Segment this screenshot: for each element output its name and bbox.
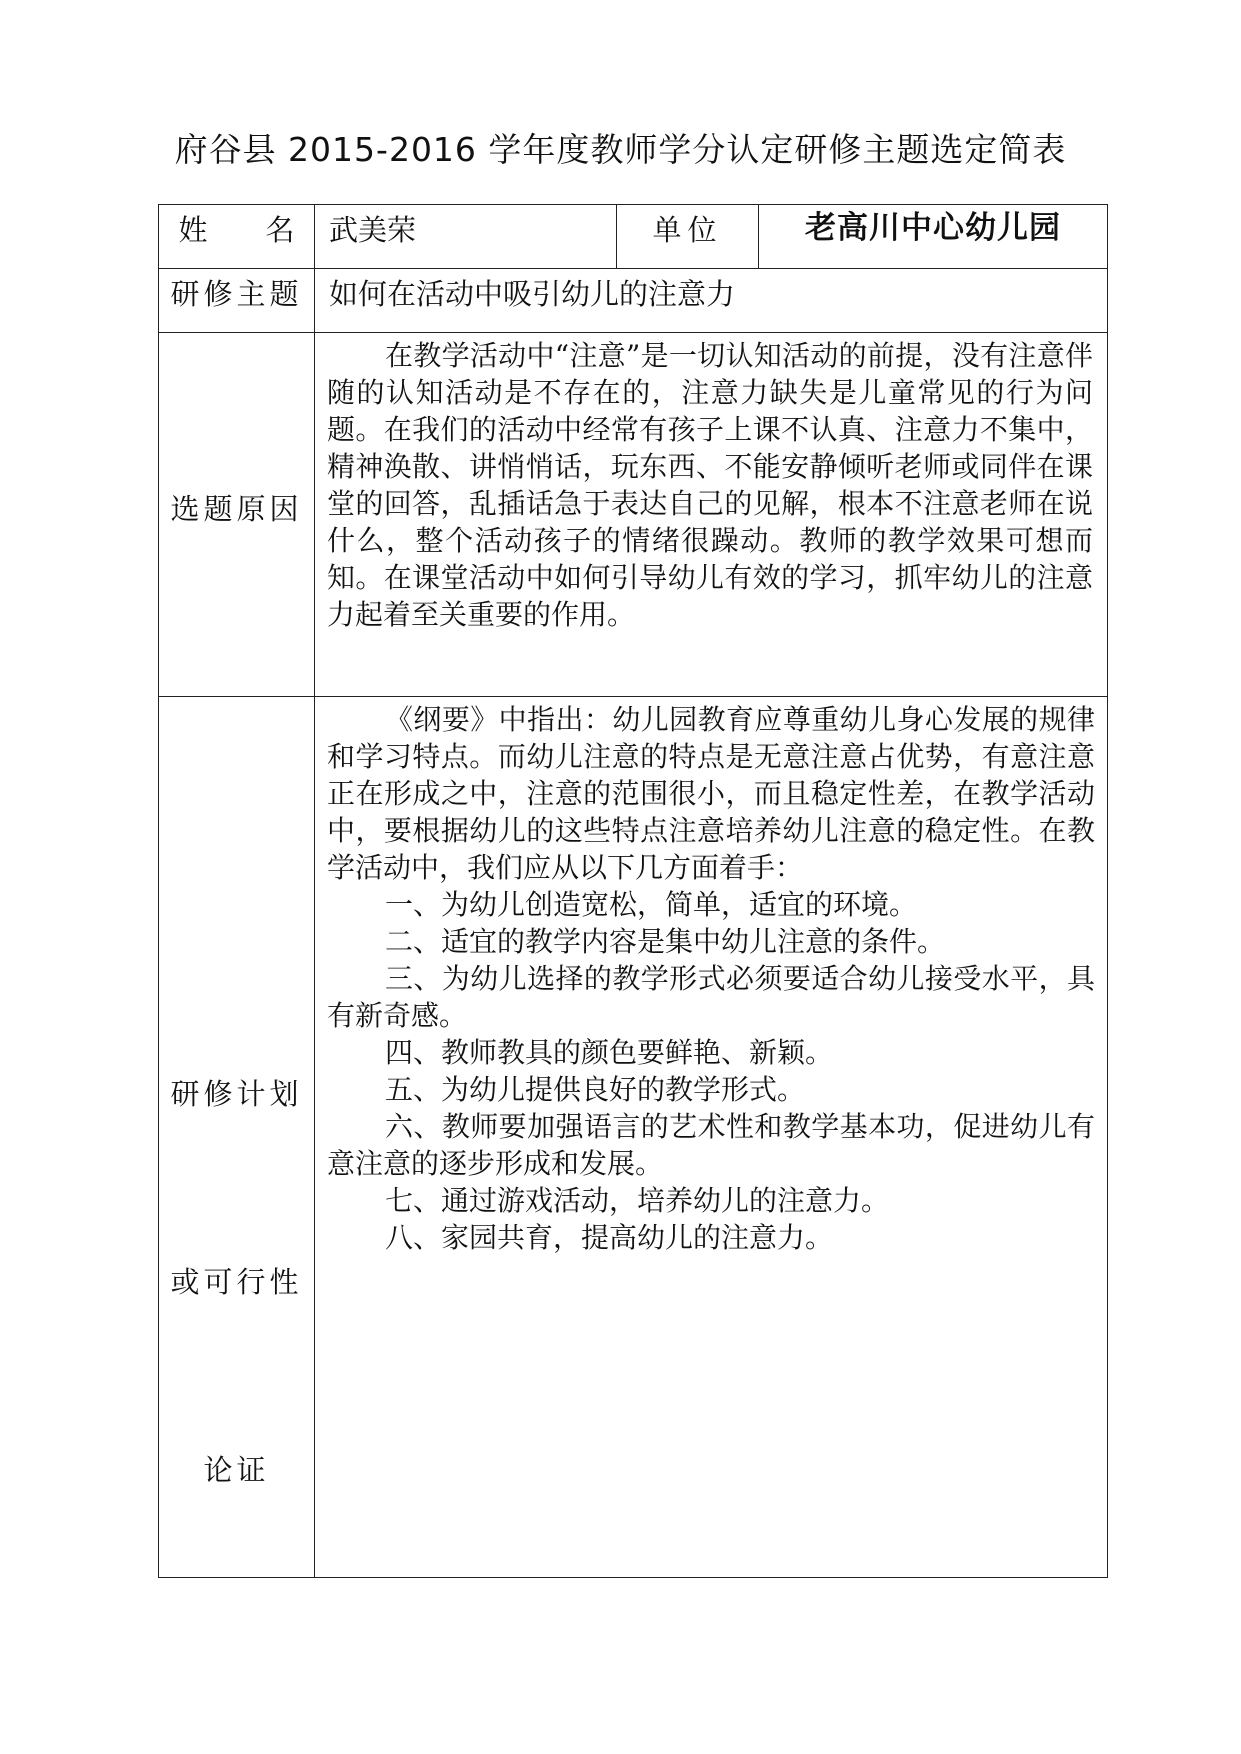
plan-item-2: 二、适宜的教学内容是集中幼儿注意的条件。 — [385, 925, 946, 958]
plan-item-5: 五、为幼儿提供良好的教学形式。 — [385, 1073, 806, 1106]
plan-paragraph-intro: 《纲要》中指出：幼儿园教育应尊重幼儿身心发展的规律和学习特点。而幼儿注意的特点是无意注意占优势，有意注意正在形成之中，注意的范围很小，而且稳定性差，在教学活动中，要根据幼儿的这些特点注意培养幼儿注意的稳定性。在教学活动中，我们应从以下几方面着手： — [327, 703, 1095, 884]
reason-paragraph: 在教学活动中“注意”是一切认知活动的前提，没有注意伴随的认知活动是不存在的，注意力缺失是儿童常见的行为问题。在我们的活动中经常有孩子上课不认真、注意力不集中，精神涣散、讲悄悄话，玩东西、不能安静倾听老师或同伴在课堂的回答，乱插话急于表达自己的见解，根本不注意老师在说什么，整个活动孩子的情绪很躁动。教师的教学效果可想而知。在课堂活动中如何引导幼儿有效的学习，抓牢幼儿的注意力起着至关重要的作用。 — [327, 339, 1093, 631]
plan-item-3: 三、为幼儿选择的教学形式必须要适合幼儿接受水平，具有新奇感。 — [327, 962, 1095, 1032]
topic-value: 如何在活动中吸引幼儿的注意力 — [329, 277, 736, 311]
topic-label-cell — [159, 269, 315, 333]
plan-text-block — [315, 697, 1107, 1256]
document-title: 府谷县 2015-2016 学年度教师学分认定研修主题选定简表 — [174, 130, 1067, 169]
name-value: 武美荣 — [329, 213, 417, 247]
plan-item-1: 一、为幼儿创造宽松，简单，适宜的环境。 — [385, 888, 918, 921]
plan-item-8: 八、家园共育，提高幼儿的注意力。 — [385, 1221, 834, 1254]
name-value-cell — [315, 205, 617, 269]
plan-label-line-2: 或可行性 — [170, 1265, 303, 1299]
plan-item-4: 四、教师教具的颜色要鲜艳、新颖。 — [385, 1036, 834, 1069]
unit-label-cell — [617, 205, 759, 269]
row-topic — [159, 269, 1108, 333]
unit-value: 老高川中心幼儿园 — [805, 210, 1061, 246]
name-label-char-1: 姓 — [178, 213, 208, 247]
plan-label-line-3: 论证 — [203, 1453, 270, 1487]
unit-label: 单位 — [652, 213, 723, 247]
plan-label-cell — [159, 697, 315, 1578]
plan-label-line-1: 研修计划 — [170, 1077, 303, 1111]
name-label — [159, 205, 314, 249]
plan-item-6: 六、教师要加强语言的艺术性和教学基本功，促进幼儿有意注意的逐步形成和发展。 — [327, 1110, 1095, 1180]
reason-text-block — [315, 333, 1107, 633]
plan-value-cell — [315, 697, 1108, 1578]
reason-label: 选题原因 — [170, 491, 303, 526]
unit-value-cell — [759, 205, 1108, 269]
topic-label: 研修主题 — [170, 277, 303, 311]
row-name — [159, 205, 1108, 269]
reason-label-cell — [159, 333, 315, 697]
row-reason — [159, 333, 1108, 697]
name-label-char-2: 名 — [265, 213, 295, 247]
topic-value-cell — [315, 269, 1108, 333]
name-label-cell — [159, 205, 315, 269]
topic-selection-form — [158, 204, 1108, 1578]
reason-value-cell — [315, 333, 1108, 697]
row-plan — [159, 697, 1108, 1578]
plan-item-7: 七、通过游戏活动，培养幼儿的注意力。 — [385, 1184, 890, 1217]
